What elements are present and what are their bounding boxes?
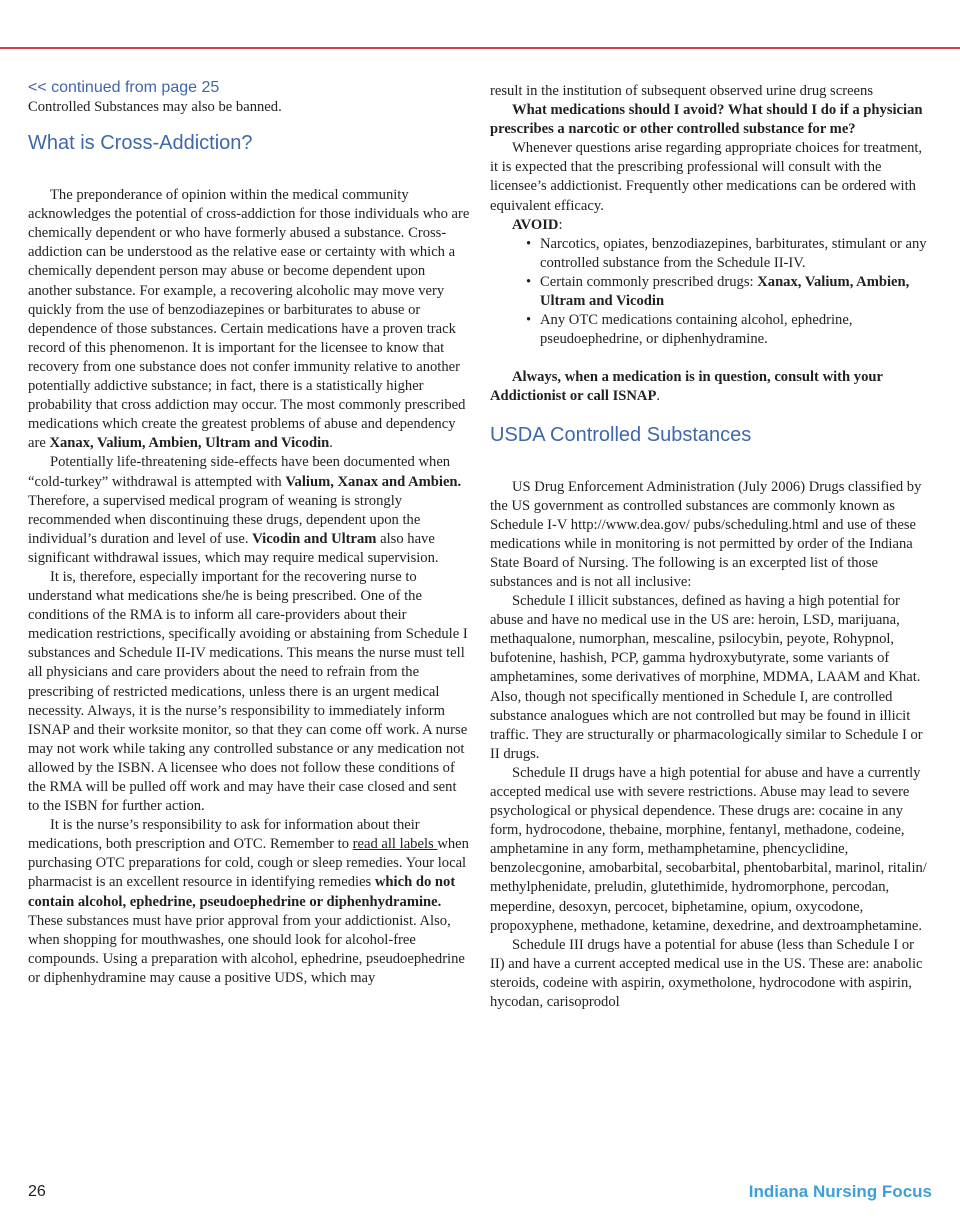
bullet-icon: • [526, 312, 532, 329]
dea-paragraph: US Drug Enforcement Administration (July 2006) Drugs classified by the US government as controlled substances are commonly known as Schedule I-V http://www.dea.gov/ pubs/scheduling.html and use of these medications while in monitoring is not permitted by order of the Indiana State Board of Nursing. The following is an excerpted list of those substances and is not all inclusive: [490, 478, 922, 590]
whenever-paragraph: Whenever questions arise regarding appropriate choices for treatment, it is expected that the prescribing professional will consult with the licensee’s addictionist. Frequently other medications can be ordered with equivalent efficacy. [490, 140, 923, 214]
list-item: • Any OTC medications containing alcohol, ephedrine, pseudoephedrine, or diphenhydramine. [526, 312, 853, 348]
continued-from-link[interactable]: << continued from page 25 [28, 79, 220, 96]
schedule-1-paragraph: Schedule I illicit substances, defined as having a high potential for abuse and have no medical use in the US are: heroin, LSD, marijuana, methaqualone, numorphan, mescaline, psilocybin, peyote, Rohypnol, bufotenine, hashish, PCP, gamma hydroxybutyrate, some variants of amphetamines, some derivatives of morphine, MDMA, LAAM and Khat. Also, though not specifically mentioned in Schedule I, are controlled substance analogues which are not controlled but may be found in illicit traffic. They are structurally or pharmacologically similar to Schedule I or II drugs. [490, 593, 923, 762]
cross-addiction-heading: What is Cross-Addiction? [28, 132, 253, 155]
bullet-icon: • [526, 273, 532, 290]
banned-paragraph: Controlled Substances may also be banned. [28, 99, 282, 115]
avoid-list [490, 235, 932, 350]
right-column [490, 82, 932, 1012]
list-item: • Certain commonly prescribed drugs: Xanax, Valium, Ambien, Ultram and Vicodin [526, 273, 910, 310]
otc-paragraph: It is the nurse’s responsibility to ask for information about their medications, both prescription and OTC. Remember to read all labels when purchasing OTC preparations for cold, cough or sleep remedies. Your local pharmacist is an excellent resource in identifying remedies which do not contain alcohol, ephedrine, pseudoephedrine or diphenhydramine. These substances must have prior approval from your addictionist. Also, when shopping for mouthwashes, one should look for alcohol-free compounds. Using a preparation with alcohol, ephedrine, pseudoephedrine or diphenhydramine may cause a positive UDS, which may [28, 817, 469, 986]
left-column [28, 78, 470, 988]
schedule-2-paragraph: Schedule II drugs have a high potential for abuse and have a currently accepted medical use with severe restrictions. Abuse may lead to severe psychological or physical dependence. These drugs are: cocaine in any form, hydrocodone, thebaine, morphine, fentanyl, methadone, codeine, amphetamine in any form, methamphetamine, phencyclidine, benzolecgonine, amobarbital, secobarbital, phentobarbital, marinol, ritalin/ methylphenidate, preludin, glutethimide, hydromorphone, percodan, meperdine, desoxyn, percocet, biphetamine, opium, oxycodone, propoxyphene, methadone, ketamine, dexedrine, and dextroamphetamine. [490, 764, 927, 934]
publication-title: Indiana Nursing Focus [748, 1182, 932, 1201]
rma-paragraph: It is, therefore, especially important for the recovering nurse to understand what medications she/he is being prescribed. One of the conditions of the RMA is to inform all care-providers about their medication restrictions, specifically avoiding or abstaining from Schedule I substances and Schedule II-IV medications. This means the nurse must tell all physicians and care providers about the need to refrain from the prescribing of restricted medications, unless there is an urgent medical necessity. Always, it is the nurse’s responsibility to immediately inform ISNAP and their worksite monitor, so that they can come off work. A nurse may not work while taking any controlled substance or any medication not allowed by the ISBN. A licensee who does not follow these conditions of the RMA will be pulled off work and may have their case closed and sent to the ISBN for further action. [28, 568, 468, 815]
usda-heading: USDA Controlled Substances [490, 423, 752, 446]
withdrawal-paragraph: Potentially life-threatening side-effects have been documented when “cold-turkey” withdrawal is attempted with Valium, Xanax and Ambien. Therefore, a supervised medical program of weaning is strongly recommended when discontinuing these drugs, dependent upon the individual’s duration and level of use. Vicodin and Ultram also have significant withdrawal issues, which may require medical supervision. [28, 454, 462, 566]
avoid-label: AVOID: [512, 216, 563, 233]
schedule-3-paragraph: Schedule III drugs have a potential for abuse (less than Schedule I or II) and have a current accepted medical use in the US. These are: anabolic steroids, codeine with aspirin, oxymetholone, hydrocodone with aspirin, hycodan, carisoprodol [490, 936, 923, 1011]
page-number: 26 [28, 1183, 46, 1200]
cross-addiction-paragraph: The preponderance of opinion within the medical community acknowledges the potential of cross-addiction for those individuals who are chemically dependent or who have formerly abused a substance. Cross-addiction can be understood as the relative ease or certainty with which a chemically dependent person may abuse or become dependent upon another substance. For example, a recovering alcoholic may move very quickly from the use of benzodiazepines or barbiturates to abuse or dependence of those substances. Certain medications have a proven track record of this phenomenon. It is important for the licensee to know that recovery from one substance does not confer immunity relative to another potentially addictive substance; in fact, there is a statistically higher probability that cross addiction may occur. The most commonly prescribed medications which create the greatest problems of abuse and dependency are Xanax, Valium, Ambien, Ultram and Vicodin. [28, 187, 470, 452]
list-item: • Narcotics, opiates, benzodiazepines, barbiturates, stimulant or any controlled substance from the Schedule II-IV. [526, 235, 927, 271]
continued-paragraph: result in the institution of subsequent observed urine drug screens [490, 83, 874, 99]
question-heading: What medications should I avoid? What should I do if a physician prescribes a narcotic or other controlled substance for me? [490, 102, 923, 138]
read-all-labels-text: read all labels [352, 836, 438, 853]
bullet-icon: • [526, 235, 532, 252]
top-rule [0, 47, 960, 49]
always-paragraph: Always, when a medication is in question, consult with your Addictionist or call ISNAP. [490, 369, 883, 405]
